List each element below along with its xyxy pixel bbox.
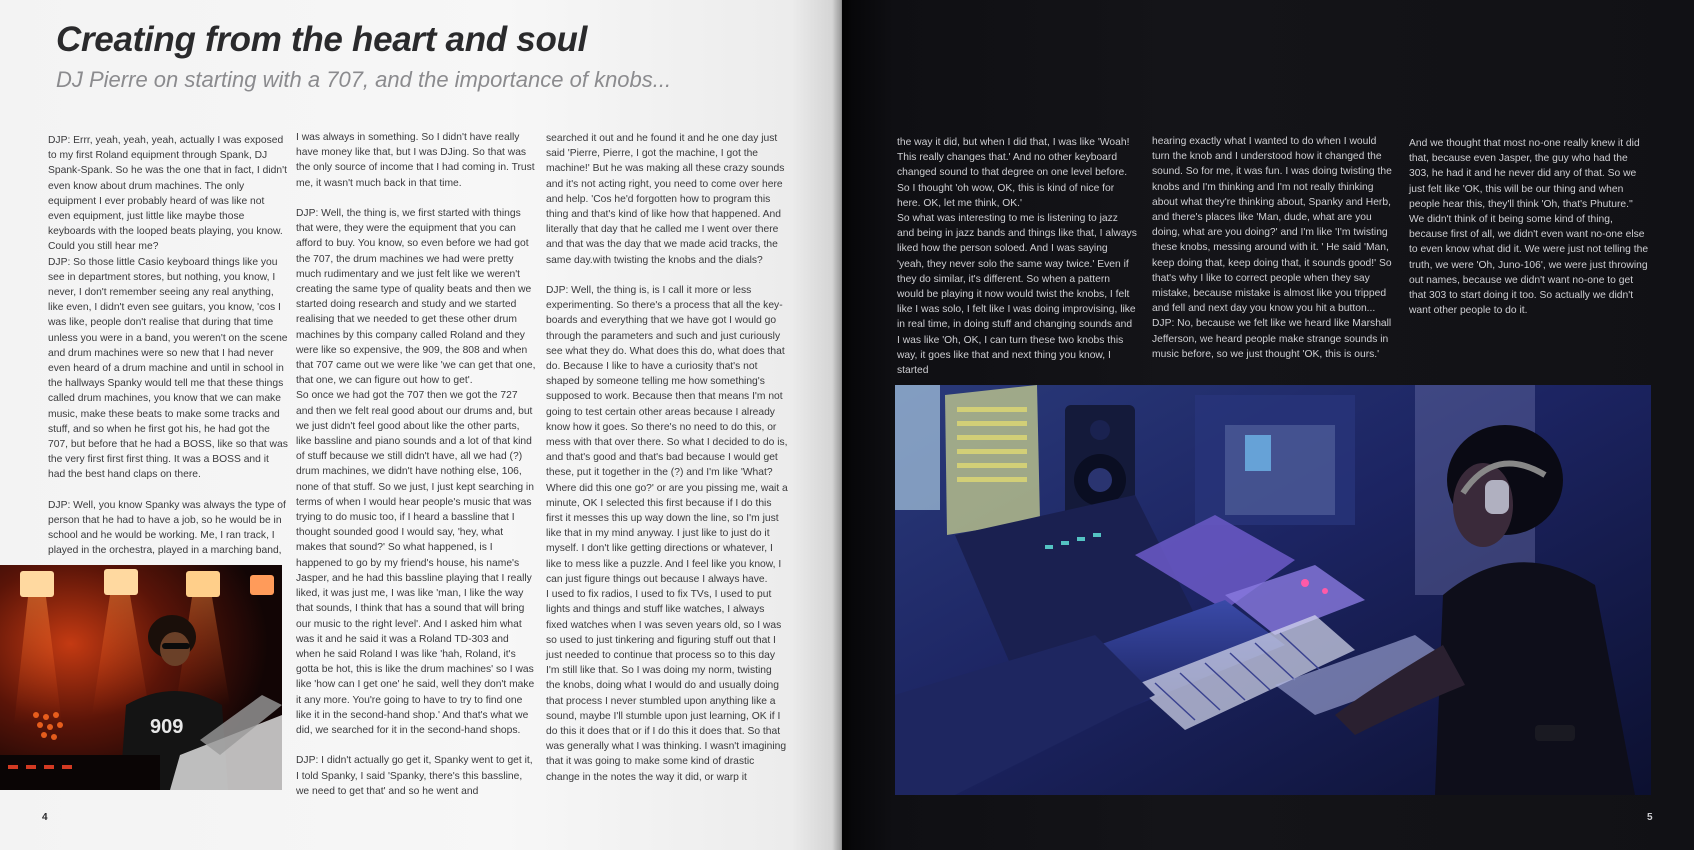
right-column-1: the way it did, but when I did that, I was like 'Woah! This really changes that.' And no other keyboard changed sound to that degree on one level before. So I thought 'oh wow, OK, this is kind of nice for here. OK, let me think, OK.' So what was interesting to me is listening to jazz and being in jazz bands and things like that, I always liked how the person soloed. And I was saying 'yeah, they never solo the same way twice.' Even if they do similar, it's different. So when a pattern would be playing it now would twist the knobs, I felt like I was solo, I felt like I was doing improvising, like in real time, in doing stuff and changing sounds and I was like 'Oh, OK, I can turn these two knobs this way, it goes like that and next thing you know, I started xyxy=(897,137,1137,377)
left-column-2: I was always in something. So I didn't have really have money like that, but I was DJing. So that was the only source of income that I had coming in. Trust me, it wasn't much back in that time. DJP: Well, the thing is, we first started with things that were, they were the equipment that you can afford to buy. You know, so even before we had got the 707, the drum machines we had were pretty much rudimentary and we just felt like we weren't creating the same type of quality beats and then we started doing research and study and we started realising that we needed to get these other drum machines by this company called Roland and they were like so expensive, the 909, the 808 and when that 707 came out we were like 'we can get that one, that one, we can figure out how to get'. So once we had got the 707 then we got the 727 and then we felt real good about our drums and, but we just didn't feel good about like the other parts, like bassline and piano sounds and a lot of that kind of stuff because we still didn't have, all we had (?) drum machines, we didn't have nothing else, 106, none of that stuff. So we just, I just kept searching in terms of when I would hear people's music that was trying to do music too, if I heard a bassline that I thought sounded good I would say, 'hey, what makes that sound?' So what happened, is I happened to go by my friend's house, his name's Jasper, and he had this bassline playing that I really liked, it was just me, I was like 'man, I like the way that sounds, I think that has a sound that will bring our music to the right level'. And I asked him what was it and he said it was a Roland TD-303 and when he said Roland I was like 'hah, Roland, it's gotta be hot, this is like the drum machines' so I was like 'how can I get one' he said, well they don't make it any more. You're going to have to try to find one like it in the second-hand shop.' And that's what we did, we searched for it in the second-hand shops. DJP: I didn't actually go get it, Spanky went to get it, I told Spanky, I said 'Spanky, there's this bassline, we need to get that' and so he went and xyxy=(296,132,536,797)
dj-stage-photo xyxy=(0,565,282,790)
article-title: Creating from the heart and soul xyxy=(56,20,588,59)
page-number-right: 5 xyxy=(1647,812,1653,823)
article-subtitle: DJ Pierre on starting with a 707, and the importance of knobs... xyxy=(56,67,672,92)
left-column-3: searched it out and he found it and he one day just said 'Pierre, Pierre, I got the machine, I got the machine!' But he was making all these crazy sounds and it's not acting right, you need to come over here and help. 'Cos he'd forgotten how to program this thing and that's kind of like how that happened. And literally that day that he called me I went over there and that was the day that we made acid tracks, the same day.with twisting the knobs and the dials? DJP: Well, the thing is, is I call it more or less experimenting. So there's a process that all the key-boards and everything that we have got I would go through the parameters and such and just curiously see what they do. What does this do, what does that do. Because I like to have a curiosity that's not shaped by someone telling me how something's supposed to work. Because then that means I'm not going to test certain other areas because I already know how it goes. So there's no need to do this, or mess with that over there. So what I decided to do is, and that's good and that's bad because I would get these, put it together in the (?) and I'm like 'What? Where did this one go?' or are you pissing me, wait a minute, OK I selected this first because if I do this first it messes this up way down the line, so I'm just like that in my mind anyway. I just like to just do it myself. I don't like getting directions or whatever, I like to mess like a puzzle. And I feel like you know, I can just figure things out because I always have. I used to fix radios, I used to fix TVs, I used to put lights and things and stuff like watches, I always fixed watches when I was seven years old, so I was so used to just tinkering and figuring stuff out that I just needed to continue that process so to this day I'm still like that. So I was doing my norm, twisting the knobs, doing what I would do and usually doing that process I never stumbled upon anything like a sound, maybe I'll stumble upon just learning, OK if I do this it does that or if I do this it does that. So that was generally what I was thinking. I wasn't imagining that it was going to make some kind of drastic change in the notes the way it did, or warp it xyxy=(546,133,788,783)
svg-text:909: 909 xyxy=(150,716,184,738)
right-page xyxy=(842,0,1694,850)
left-column-1: DJP: Errr, yeah, yeah, yeah, actually I was exposed to my first Roland equipment through Spank, DJ Spank-Spank. So he was the one that in fact, I didn't even know about drum machines. The only equipment I ever probably heard of was like not even equipment, just little like maybe those keyboards with the looped beats playing, you know. Could you still hear me? DJP: So those little Casio keyboard things like you see in department stores, but nothing, you know, I never, I don't remember seeing any real anything, like even, I didn't even see guitars, you know, 'cos I was like, people don't realise that during that time unless you were in a band, you weren't on the scene and drum machines were so new that I had never even heard of a drum machine and until in school in the hallways Spanky would tell me that these things called drum machines, you know that we can make music, make these beats to make some tracks and stuff, and so when he first got his, he had got the 707, but before that he had a BOSS, like so that was the very first first first thing. It was a BOSS and it had the best hand claps on there. DJP: Well, you know Spanky was always the type of person that he had to have a job, so he would be in school and he would be working. Me, I ran track, I played in the orchestra, played in a marching band, xyxy=(48,135,288,557)
studio-photo xyxy=(895,385,1651,795)
page-number-left: 4 xyxy=(42,812,48,823)
right-column-3: And we thought that most no-one really knew it did that, because even Jasper, the guy who had the 303, he had it and he never did any of that. So we just felt like 'OK, this will be our thing and when people hear this, they'll think 'Oh, that's Phuture.'' We didn't think of it being some kind of thing, because first of all, we didn't even want no-one else to even know what did it. We were just not telling the truth, we were 'Oh, Juno-106', we were just throwing out names, because we didn't want no-one to get that 303 to start doing it too. So actually we didn't want other people to do it. xyxy=(1409,138,1649,317)
right-column-2: hearing exactly what I wanted to do when I would turn the knob and I understood how it changed the sound. So for me, it was fun. I was doing twisting the knobs and I'm thinking and I'm not really thinking about what they're thinking about, Spanky and Herb, and there's places like 'Man, dude, what are you doing, what are you doing?' and I'm like 'I'm twisting these knobs, messing around with it. ' He said 'Man, keep doing that, keep doing that, it sounds good!' So that's why I like to correct people when they say mistake, because mistake is almost like you tripped and fell and next day you know you hit a button... DJP: No, because we felt like we heard like Marshall Jefferson, we heard people make strange sounds in music before, so we just thought 'OK, this is ours.' xyxy=(1152,136,1392,360)
left-page xyxy=(0,0,842,850)
